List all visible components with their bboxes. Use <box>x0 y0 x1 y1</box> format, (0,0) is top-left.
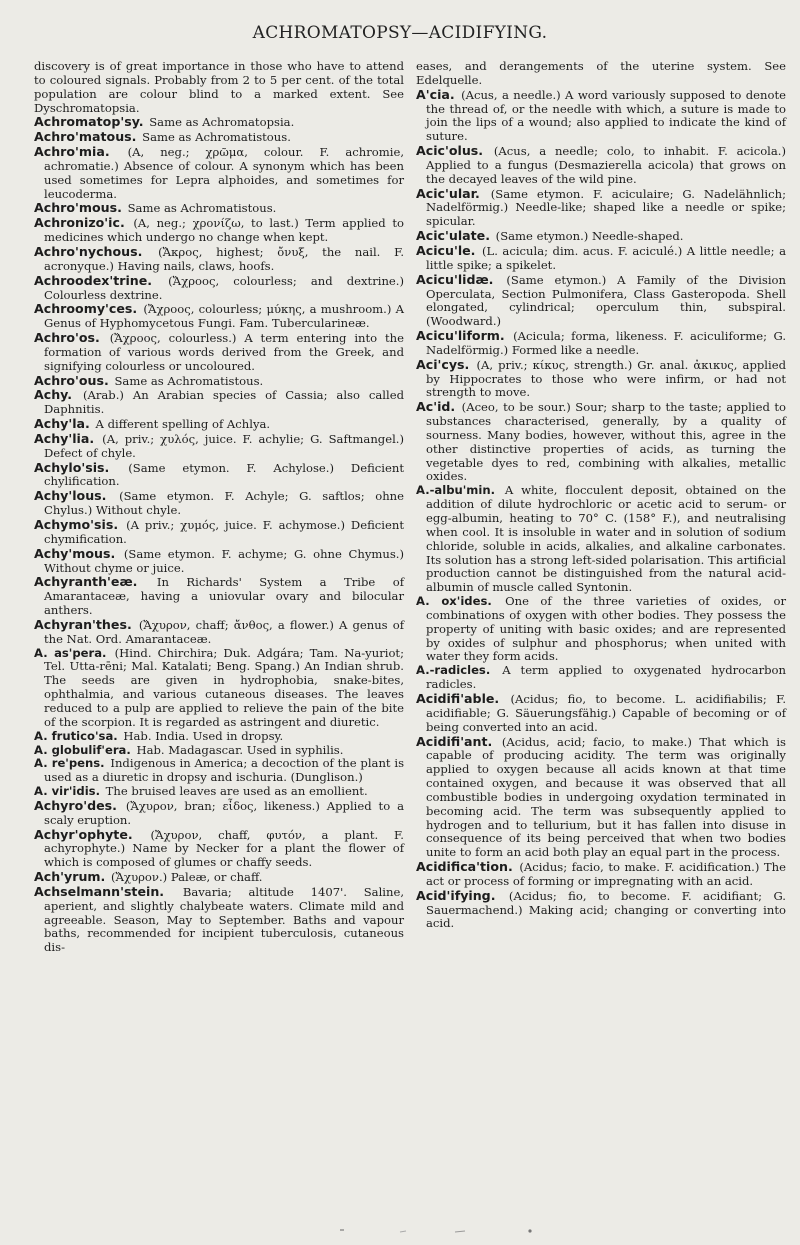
entry-headword: A. frutico'sa. <box>34 728 118 743</box>
entry-headword: Achroodex'trine. <box>34 272 153 288</box>
entry-headword: A. ox'ides. <box>416 594 492 609</box>
entry-headword: Achro'ous. <box>34 372 109 388</box>
entry-text: (Same etymon.) Needle-shaped. <box>495 229 684 244</box>
dictionary-entry <box>416 595 786 664</box>
entry-text: Same as Achromatistous. <box>127 201 277 216</box>
entry-headword: Achy'mous. <box>34 545 116 561</box>
dictionary-entry <box>34 799 404 828</box>
entry-headword: Acic'ular. <box>416 185 480 201</box>
dictionary-entry <box>34 60 404 115</box>
entry-headword: Achy'lia. <box>34 430 95 446</box>
entry-text: (Same etymon.) A Family of the Division Operculata, Section Pulmonifera, Class Gasteropoda. Shell elongated, cylindrical; operculum thin, subspiral. (Woodward.) <box>426 272 786 329</box>
entry-headword: A. vir'idis. <box>34 784 100 799</box>
dictionary-entry <box>416 144 786 187</box>
dictionary-entry <box>34 489 404 518</box>
dictionary-entry <box>416 735 786 861</box>
entry-text: Indigenous in America; a decoction of the plant is used as a diuretic in dropsy and ischuria. (Dunglison.) <box>44 756 405 785</box>
entry-headword: Achromatop'sy. <box>34 114 144 130</box>
entry-headword: Achro'nychous. <box>34 243 143 259</box>
dictionary-entry <box>34 647 404 730</box>
dictionary-entry <box>416 244 786 273</box>
entry-text: (Same etymon. F. Achyle; G. saftlos; ohne Chylus.) Without chyle. <box>44 489 404 518</box>
dictionary-entry <box>416 484 786 595</box>
dictionary-entry <box>34 870 404 885</box>
entry-text: (Acus, a needle; colo, to inhabit. F. acicola.) Applied to a fungus (Desmazierella acicola) that grows on the decayed leaves of the wild pine. <box>426 144 787 186</box>
entry-text: (Same etymon. F. achyme; G. ohne Chymus.) Without chyme or juice. <box>44 546 405 575</box>
dictionary-entry <box>34 417 404 432</box>
dictionary-entry <box>34 618 404 647</box>
left-column <box>34 60 404 955</box>
entry-text: (A priv.; χυμός, juice. F. achymose.) Deficient chymification. <box>44 518 404 546</box>
dictionary-entry <box>34 730 404 744</box>
dictionary-entry <box>416 229 786 244</box>
entry-text: Same as Achromatistous. <box>142 130 291 145</box>
dictionary-entry <box>416 358 786 401</box>
entry-text: (Ἄχυρον, bran; εἶδος, likeness.) Applied to a scaly eruption. <box>44 798 405 827</box>
dictionary-entry <box>34 461 404 490</box>
entry-headword: A. globulif'era. <box>34 742 131 757</box>
entry-headword: Achylo'sis. <box>34 459 110 475</box>
entry-headword: Acicu'liform. <box>416 328 505 344</box>
dictionary-entry <box>34 547 404 576</box>
entry-headword: Acic'olus. <box>416 143 484 159</box>
entry-headword: Achyran'thes. <box>34 616 132 632</box>
entry-headword: Acidifi'able. <box>416 690 500 706</box>
dictionary-entry <box>34 130 404 145</box>
dictionary-entry <box>34 432 404 461</box>
entry-text: Hab. India. Used in dropsy. <box>123 728 284 743</box>
entry-text: (Same etymon. F. Achylose.) Deficient chylification. <box>44 460 404 489</box>
dictionary-entry <box>34 575 404 618</box>
entry-text: (Acidus; fio, to become. F. acidifiant; G. Sauermachend.) Making acid; changing or converting into acid. <box>426 888 786 931</box>
entry-text: eases, and derangements of the uterine system. See Edelquelle. <box>416 59 786 87</box>
dictionary-entry <box>416 60 786 88</box>
entry-text: (Aceo, to be sour.) Sour; sharp to the taste; applied to substances characterised, generally, by a quality of sourness. Many bodies, however, without this, agree in the other distinctive properties of acids, as turning the vegetable dyes to red, combining with alkalies, metallic oxides. <box>426 400 786 484</box>
dictionary-entry <box>416 88 786 144</box>
dictionary-entry <box>416 664 786 692</box>
entry-headword: Acicu'lidæ. <box>416 271 494 287</box>
dictionary-entry <box>34 115 404 130</box>
dictionary-entry <box>416 400 786 484</box>
entry-text: discovery is of great importance in those who have to attend to coloured signals. Probably from 2 to 5 per cent. of the total population are colour blind to a marked extent. See Dyschromatopsia. <box>34 59 404 115</box>
entry-text: (Ἄχροος, colourless; μύκης, a mushroom.) A Genus of Hyphomycetous Fungi. Fam. Tubercularineæ. <box>44 302 404 331</box>
dictionary-entry <box>416 860 786 889</box>
dictionary-entry <box>34 331 404 374</box>
entry-headword: Achyranth'eæ. <box>34 574 138 590</box>
entry-headword: Achselmann'stein. <box>34 883 165 899</box>
dictionary-entry <box>34 828 404 871</box>
entry-headword: Achroomy'ces. <box>34 301 138 317</box>
entry-text: (Acus, a needle.) A word variously supposed to denote the thread of, or the needle with which, a suture is made to join the lips of a wound; also applied to indicate the kind of suture. <box>426 87 787 144</box>
entry-headword: A.-albu'min. <box>416 483 496 498</box>
entry-headword: Achy. <box>34 387 73 403</box>
entry-text: (Same etymon. F. aciculaire; G. Nadelähnlich; Nadelförmig.) Needle-like; shaped like a needle or spike; spicular. <box>426 186 787 229</box>
entry-headword: Acidifi'ant. <box>416 733 493 749</box>
dictionary-entry <box>34 388 404 417</box>
dictionary-entry <box>34 744 404 758</box>
entry-headword: A. re'pens. <box>34 756 105 771</box>
dictionary-entry <box>416 273 786 329</box>
dictionary-entry <box>416 187 786 230</box>
entry-text: (Acidus; facio, to make. F. acidification.) The act or process of forming or impregnating with an acid. <box>426 860 786 888</box>
entry-headword: Achronizo'ic. <box>34 215 125 231</box>
entry-headword: Achro'os. <box>34 330 100 346</box>
entry-text: (Ἄκρος, highest; ὄνυξ, the nail. F. acronyque.) Having nails, claws, hoofs. <box>44 244 405 273</box>
entry-headword: Achro'matous. <box>34 129 137 145</box>
entry-text: Hab. Madagascar. Used in syphilis. <box>136 742 344 757</box>
entry-headword: Achro'mia. <box>34 144 110 160</box>
dictionary-entry <box>34 374 404 389</box>
entry-headword: Ac'id. <box>416 399 456 415</box>
entry-text: (A, neg.; χρονίζω, to last.) Term applied to medicines which undergo no change when kept. <box>44 216 404 245</box>
dictionary-entry <box>34 302 404 331</box>
entry-headword: Acic'ulate. <box>416 228 490 244</box>
entry-headword: Achy'la. <box>34 416 90 432</box>
entry-headword: Achyr'ophyte. <box>34 826 133 842</box>
dictionary-entry <box>34 145 404 201</box>
entry-text: (Ἄχροος, colourless.) A term entering into the formation of various words derived from the Greek, and signifying colourless or uncoloured. <box>44 331 405 373</box>
dictionary-entry <box>34 201 404 216</box>
entry-text: In Richards' System a Tribe of Amarantaceæ, having a uniovular ovary and bilocular anthers. <box>44 575 404 618</box>
dictionary-entry <box>416 329 786 358</box>
print-smudge <box>340 1226 540 1236</box>
dictionary-entry <box>34 785 404 799</box>
entry-text: Same as Achromatopsia. <box>149 115 295 130</box>
entry-text: A different spelling of Achlya. <box>95 417 271 432</box>
dictionary-entry <box>34 245 404 274</box>
entry-headword: A.-radicles. <box>416 663 491 678</box>
dictionary-entry <box>416 889 786 932</box>
entry-text: (Ἄχυρον.) Paleæ, or chaff. <box>111 870 263 885</box>
dictionary-entry <box>34 274 404 303</box>
dictionary-entry <box>34 216 404 245</box>
dictionary-entry <box>34 885 404 955</box>
entry-text: (Acidus; fio, to become. L. acidifiabilis; F. acidifiable; G. Säuerungsfähig.) Capable of becoming or of being converted into an acid. <box>426 691 787 734</box>
entry-text: (Arab.) An Arabian species of Cassia; also called Daphnitis. <box>44 388 404 417</box>
entry-text: A white, flocculent deposit, obtained on the addition of dilute hydrochloric or acetic acid to serum- or egg-albumin, heating to 70° C. (158° F.), and neutralising when cool. It is insoluble in water and in solution of sodium chloride, soluble in acids, alkalies, and alkaline carbonates. Its solution has a strong left-sided polarisation. This artificial production cannot be distinguished from the natural acid-albumin of muscle called Syntonin. <box>426 483 786 595</box>
running-header: ACHROMATOPSY—ACIDIFYING. <box>252 23 548 43</box>
entry-text: (Ἄχυρον, chaff; ἄνθος, a flower.) A genus of the Nat. Ord. Amarantaceæ. <box>44 617 404 646</box>
entry-headword: Acicu'le. <box>416 242 476 258</box>
entry-headword: Achy'lous. <box>34 488 107 504</box>
entry-text: One of the three varieties of oxides, or combinations of oxygen with other bodies. They possess the property of uniting with basic oxides; and are represented by oxides of sulphur and phosphorus; when united with water they form acids. <box>426 594 787 664</box>
dictionary-entry <box>34 518 404 547</box>
entry-text: Bavaria; altitude 1407'. Saline, aperient, and slightly chalybeate waters. Climate mild and agreeable. Season, May to September. Baths and vapour baths, recommended for incipient tuberculosis, cutaneous dis- <box>44 884 405 955</box>
entry-text: (Acicula; forma, likeness. F. aciculiforme; G. Nadelförmig.) Formed like a needle. <box>426 329 787 357</box>
entry-text: (A, priv.; κίκυς, strength.) Gr. anal. ἀκικυς, applied by Hippocrates to those who were infirm, or had not strength to move. <box>426 357 787 400</box>
entry-headword: Acid'ifying. <box>416 887 496 903</box>
entry-headword: Acidifica'tion. <box>416 859 513 875</box>
right-column <box>416 60 786 931</box>
entry-headword: Aci'cys. <box>416 356 470 372</box>
entry-headword: A. as'pera. <box>34 645 107 660</box>
entry-text: (L. acicula; dim. acus. F. aciculé.) A little needle; a little spike; a spikelet. <box>426 243 786 272</box>
entry-text: (Hind. Chirchira; Duk. Adgára; Tam. Na-yuriot; Tel. Utta-rēni; Mal. Katalati; Beng. Spang.) An Indian shrub. The seeds are given in hydrophobia, snake-bites, ophthalmia, and various cutaneous diseases. The leaves reduced to a pulp are applied to relieve the pain of the bite of the scorpion. It is regarded as astringent and diuretic. <box>44 645 404 729</box>
entry-text: (Ἄχυρον, chaff, φυτόν, a plant. F. achyrophyte.) Name by Necker for a plant the flower of which is composed of glumes or chaffy seeds. <box>44 827 404 870</box>
entry-text: Same as Achromatistous. <box>114 373 264 388</box>
entry-headword: A'cia. <box>416 86 455 102</box>
entry-text: The bruised leaves are used as an emollient. <box>105 784 368 799</box>
entry-text: A term applied to oxygenated hydrocarbon radicles. <box>426 663 786 692</box>
dictionary-entry <box>416 692 786 735</box>
entry-headword: Achyro'des. <box>34 797 117 813</box>
dictionary-entry <box>34 757 404 785</box>
entry-headword: Achymo'sis. <box>34 517 119 532</box>
entry-headword: Achro'mous. <box>34 200 122 216</box>
entry-text: (Ἄχροος, colourless; and dextrine.) Colourless dextrine. <box>44 273 404 302</box>
entry-headword: Ach'yrum. <box>34 869 106 885</box>
entry-text: (Acidus, acid; facio, to make.) That which is capable of producing acidity. The term was originally applied to oxygen because all acids known at that time contained oxygen, and because it was observed that all combustible bodies in undergoing oxydation terminated in becoming acid. The term was subsequently applied to hydrogen and to tellurium, but it has fallen into disuse in consequence of its being perceived that when two bodies unite to form an acid both play an equal part in the process. <box>426 734 787 860</box>
entry-text: (A, neg.; χρῶμα, colour. F. achromie, achromatie.) Absence of colour. A synonym which has been used sometimes for Lepra alphoides, and sometimes for leucoderma. <box>44 145 405 201</box>
entry-text: (A, priv.; χυλός, juice. F. achylie; G. Saftmangel.) Defect of chyle. <box>44 431 404 460</box>
